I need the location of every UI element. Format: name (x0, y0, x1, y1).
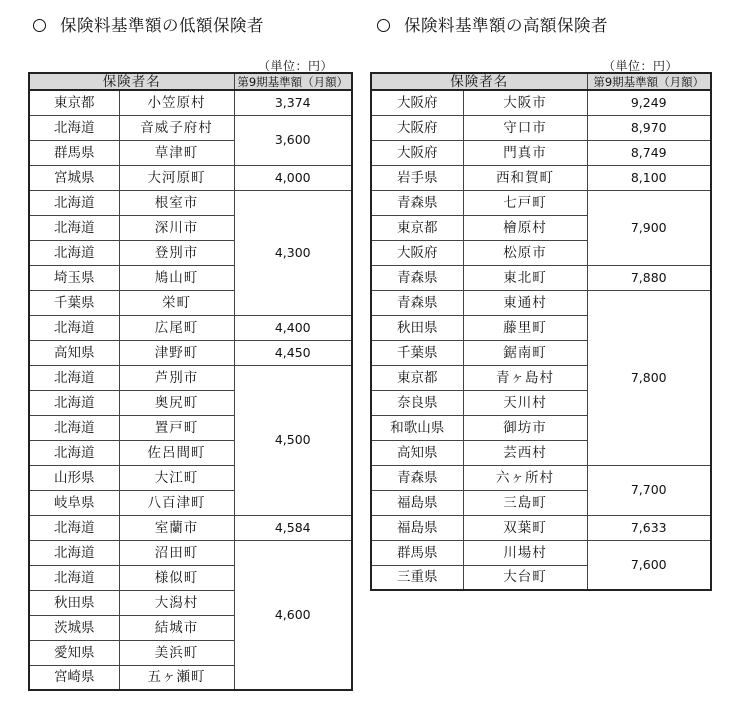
municipality-cell: 大台町 (463, 565, 587, 590)
header-base-amount: 第9期基準額（月額） (234, 73, 352, 90)
table-row (371, 515, 711, 540)
prefecture-cell: 大阪府 (371, 90, 463, 115)
base-amount-cell: 3,600 (234, 115, 352, 165)
municipality-cell: 音威子府村 (119, 115, 234, 140)
prefecture-cell: 高知県 (371, 440, 463, 465)
municipality-cell: 置戸町 (119, 415, 234, 440)
table-row (371, 90, 711, 115)
base-amount-cell: 7,900 (587, 190, 711, 265)
prefecture-cell: 茨城県 (29, 615, 119, 640)
municipality-cell: 三島町 (463, 490, 587, 515)
prefecture-cell: 岐阜県 (29, 490, 119, 515)
municipality-cell: 芦別市 (119, 365, 234, 390)
prefecture-cell: 大阪府 (371, 115, 463, 140)
prefecture-cell: 北海道 (29, 565, 119, 590)
prefecture-cell: 大阪府 (371, 140, 463, 165)
municipality-cell: 門真市 (463, 140, 587, 165)
base-amount-cell: 4,450 (234, 340, 352, 365)
table-row (29, 365, 352, 390)
circle-bullet-icon (377, 19, 390, 32)
table-row (29, 515, 352, 540)
base-amount-cell: 8,749 (587, 140, 711, 165)
right-section-title (377, 12, 608, 36)
municipality-cell: 美浜町 (119, 640, 234, 665)
prefecture-cell: 宮城県 (29, 165, 119, 190)
prefecture-cell: 山形県 (29, 465, 119, 490)
header-insurer-name: 保険者名 (29, 73, 234, 90)
prefecture-cell: 大阪府 (371, 240, 463, 265)
municipality-cell: 様似町 (119, 565, 234, 590)
table-row (371, 465, 711, 490)
base-amount-cell: 8,100 (587, 165, 711, 190)
prefecture-cell: 北海道 (29, 440, 119, 465)
high-premium-table (370, 72, 712, 591)
municipality-cell: 五ヶ瀬町 (119, 665, 234, 690)
left-unit-label: （単位：円） (258, 59, 334, 73)
municipality-cell: 守口市 (463, 115, 587, 140)
municipality-cell: 川場村 (463, 540, 587, 565)
table-row (371, 190, 711, 215)
base-amount-cell: 4,400 (234, 315, 352, 340)
high-premium-table-body (371, 90, 711, 590)
prefecture-cell: 東京都 (29, 90, 119, 115)
municipality-cell: 栄町 (119, 290, 234, 315)
prefecture-cell: 埼玉県 (29, 265, 119, 290)
right-unit-label: （単位：円） (603, 59, 679, 73)
municipality-cell: 八百津町 (119, 490, 234, 515)
prefecture-cell: 青森県 (371, 290, 463, 315)
right-title-text: 保険料基準額の高額保険者 (404, 16, 608, 35)
base-amount-cell: 7,600 (587, 540, 711, 590)
prefecture-cell: 岩手県 (371, 165, 463, 190)
municipality-cell: 天川村 (463, 390, 587, 415)
municipality-cell: 六ヶ所村 (463, 465, 587, 490)
prefecture-cell: 青森県 (371, 465, 463, 490)
table-row (371, 165, 711, 190)
municipality-cell: 室蘭市 (119, 515, 234, 540)
municipality-cell: 深川市 (119, 215, 234, 240)
prefecture-cell: 東京都 (371, 215, 463, 240)
prefecture-cell: 三重県 (371, 565, 463, 590)
municipality-cell: 津野町 (119, 340, 234, 365)
municipality-cell: 西和賀町 (463, 165, 587, 190)
prefecture-cell: 群馬県 (371, 540, 463, 565)
header-base-amount: 第9期基準額（月額） (587, 73, 711, 90)
header-insurer-name: 保険者名 (371, 73, 587, 90)
municipality-cell: 芸西村 (463, 440, 587, 465)
prefecture-cell: 北海道 (29, 215, 119, 240)
prefecture-cell: 北海道 (29, 190, 119, 215)
prefecture-cell: 群馬県 (29, 140, 119, 165)
table-row (371, 265, 711, 290)
table-row (371, 290, 711, 315)
prefecture-cell: 福島県 (371, 490, 463, 515)
table-header-row (29, 73, 352, 90)
prefecture-cell: 北海道 (29, 390, 119, 415)
municipality-cell: 沼田町 (119, 540, 234, 565)
municipality-cell: 東北町 (463, 265, 587, 290)
municipality-cell: 草津町 (119, 140, 234, 165)
table-row (29, 165, 352, 190)
table-row (29, 190, 352, 215)
prefecture-cell: 愛知県 (29, 640, 119, 665)
table-row (29, 315, 352, 340)
low-premium-table (28, 72, 353, 691)
municipality-cell: 鳩山町 (119, 265, 234, 290)
table-header-row (371, 73, 711, 90)
table-row (29, 540, 352, 565)
table-row (29, 340, 352, 365)
base-amount-cell: 8,970 (587, 115, 711, 140)
prefecture-cell: 東京都 (371, 365, 463, 390)
municipality-cell: 結城市 (119, 615, 234, 640)
municipality-cell: 小笠原村 (119, 90, 234, 115)
table-row (29, 90, 352, 115)
municipality-cell: 御坊市 (463, 415, 587, 440)
municipality-cell: 檜原村 (463, 215, 587, 240)
prefecture-cell: 福島県 (371, 515, 463, 540)
table-row (371, 540, 711, 565)
table-row (29, 115, 352, 140)
base-amount-cell: 4,000 (234, 165, 352, 190)
municipality-cell: 藤里町 (463, 315, 587, 340)
municipality-cell: 東通村 (463, 290, 587, 315)
municipality-cell: 双葉町 (463, 515, 587, 540)
prefecture-cell: 北海道 (29, 515, 119, 540)
prefecture-cell: 北海道 (29, 365, 119, 390)
municipality-cell: 奥尻町 (119, 390, 234, 415)
prefecture-cell: 青森県 (371, 265, 463, 290)
prefecture-cell: 奈良県 (371, 390, 463, 415)
left-title-text: 保険料基準額の低額保険者 (60, 16, 264, 35)
base-amount-cell: 4,600 (234, 540, 352, 690)
municipality-cell: 大江町 (119, 465, 234, 490)
circle-bullet-icon (33, 19, 46, 32)
base-amount-cell: 9,249 (587, 90, 711, 115)
municipality-cell: 大阪市 (463, 90, 587, 115)
municipality-cell: 七戸町 (463, 190, 587, 215)
municipality-cell: 大河原町 (119, 165, 234, 190)
prefecture-cell: 宮崎県 (29, 665, 119, 690)
base-amount-cell: 7,880 (587, 265, 711, 290)
municipality-cell: 登別市 (119, 240, 234, 265)
left-section-title (33, 12, 264, 36)
prefecture-cell: 北海道 (29, 115, 119, 140)
base-amount-cell: 4,584 (234, 515, 352, 540)
municipality-cell: 鋸南町 (463, 340, 587, 365)
table-row (371, 115, 711, 140)
table-row (371, 140, 711, 165)
base-amount-cell: 7,633 (587, 515, 711, 540)
base-amount-cell: 7,700 (587, 465, 711, 515)
prefecture-cell: 秋田県 (371, 315, 463, 340)
municipality-cell: 根室市 (119, 190, 234, 215)
prefecture-cell: 青森県 (371, 190, 463, 215)
municipality-cell: 大潟村 (119, 590, 234, 615)
base-amount-cell: 3,374 (234, 90, 352, 115)
prefecture-cell: 北海道 (29, 240, 119, 265)
prefecture-cell: 北海道 (29, 540, 119, 565)
low-premium-table-body (29, 90, 352, 690)
prefecture-cell: 北海道 (29, 415, 119, 440)
municipality-cell: 佐呂間町 (119, 440, 234, 465)
municipality-cell: 松原市 (463, 240, 587, 265)
prefecture-cell: 秋田県 (29, 590, 119, 615)
prefecture-cell: 和歌山県 (371, 415, 463, 440)
prefecture-cell: 高知県 (29, 340, 119, 365)
prefecture-cell: 千葉県 (371, 340, 463, 365)
base-amount-cell: 4,500 (234, 365, 352, 515)
municipality-cell: 青ヶ島村 (463, 365, 587, 390)
base-amount-cell: 7,800 (587, 290, 711, 465)
prefecture-cell: 北海道 (29, 315, 119, 340)
base-amount-cell: 4,300 (234, 190, 352, 315)
municipality-cell: 広尾町 (119, 315, 234, 340)
prefecture-cell: 千葉県 (29, 290, 119, 315)
